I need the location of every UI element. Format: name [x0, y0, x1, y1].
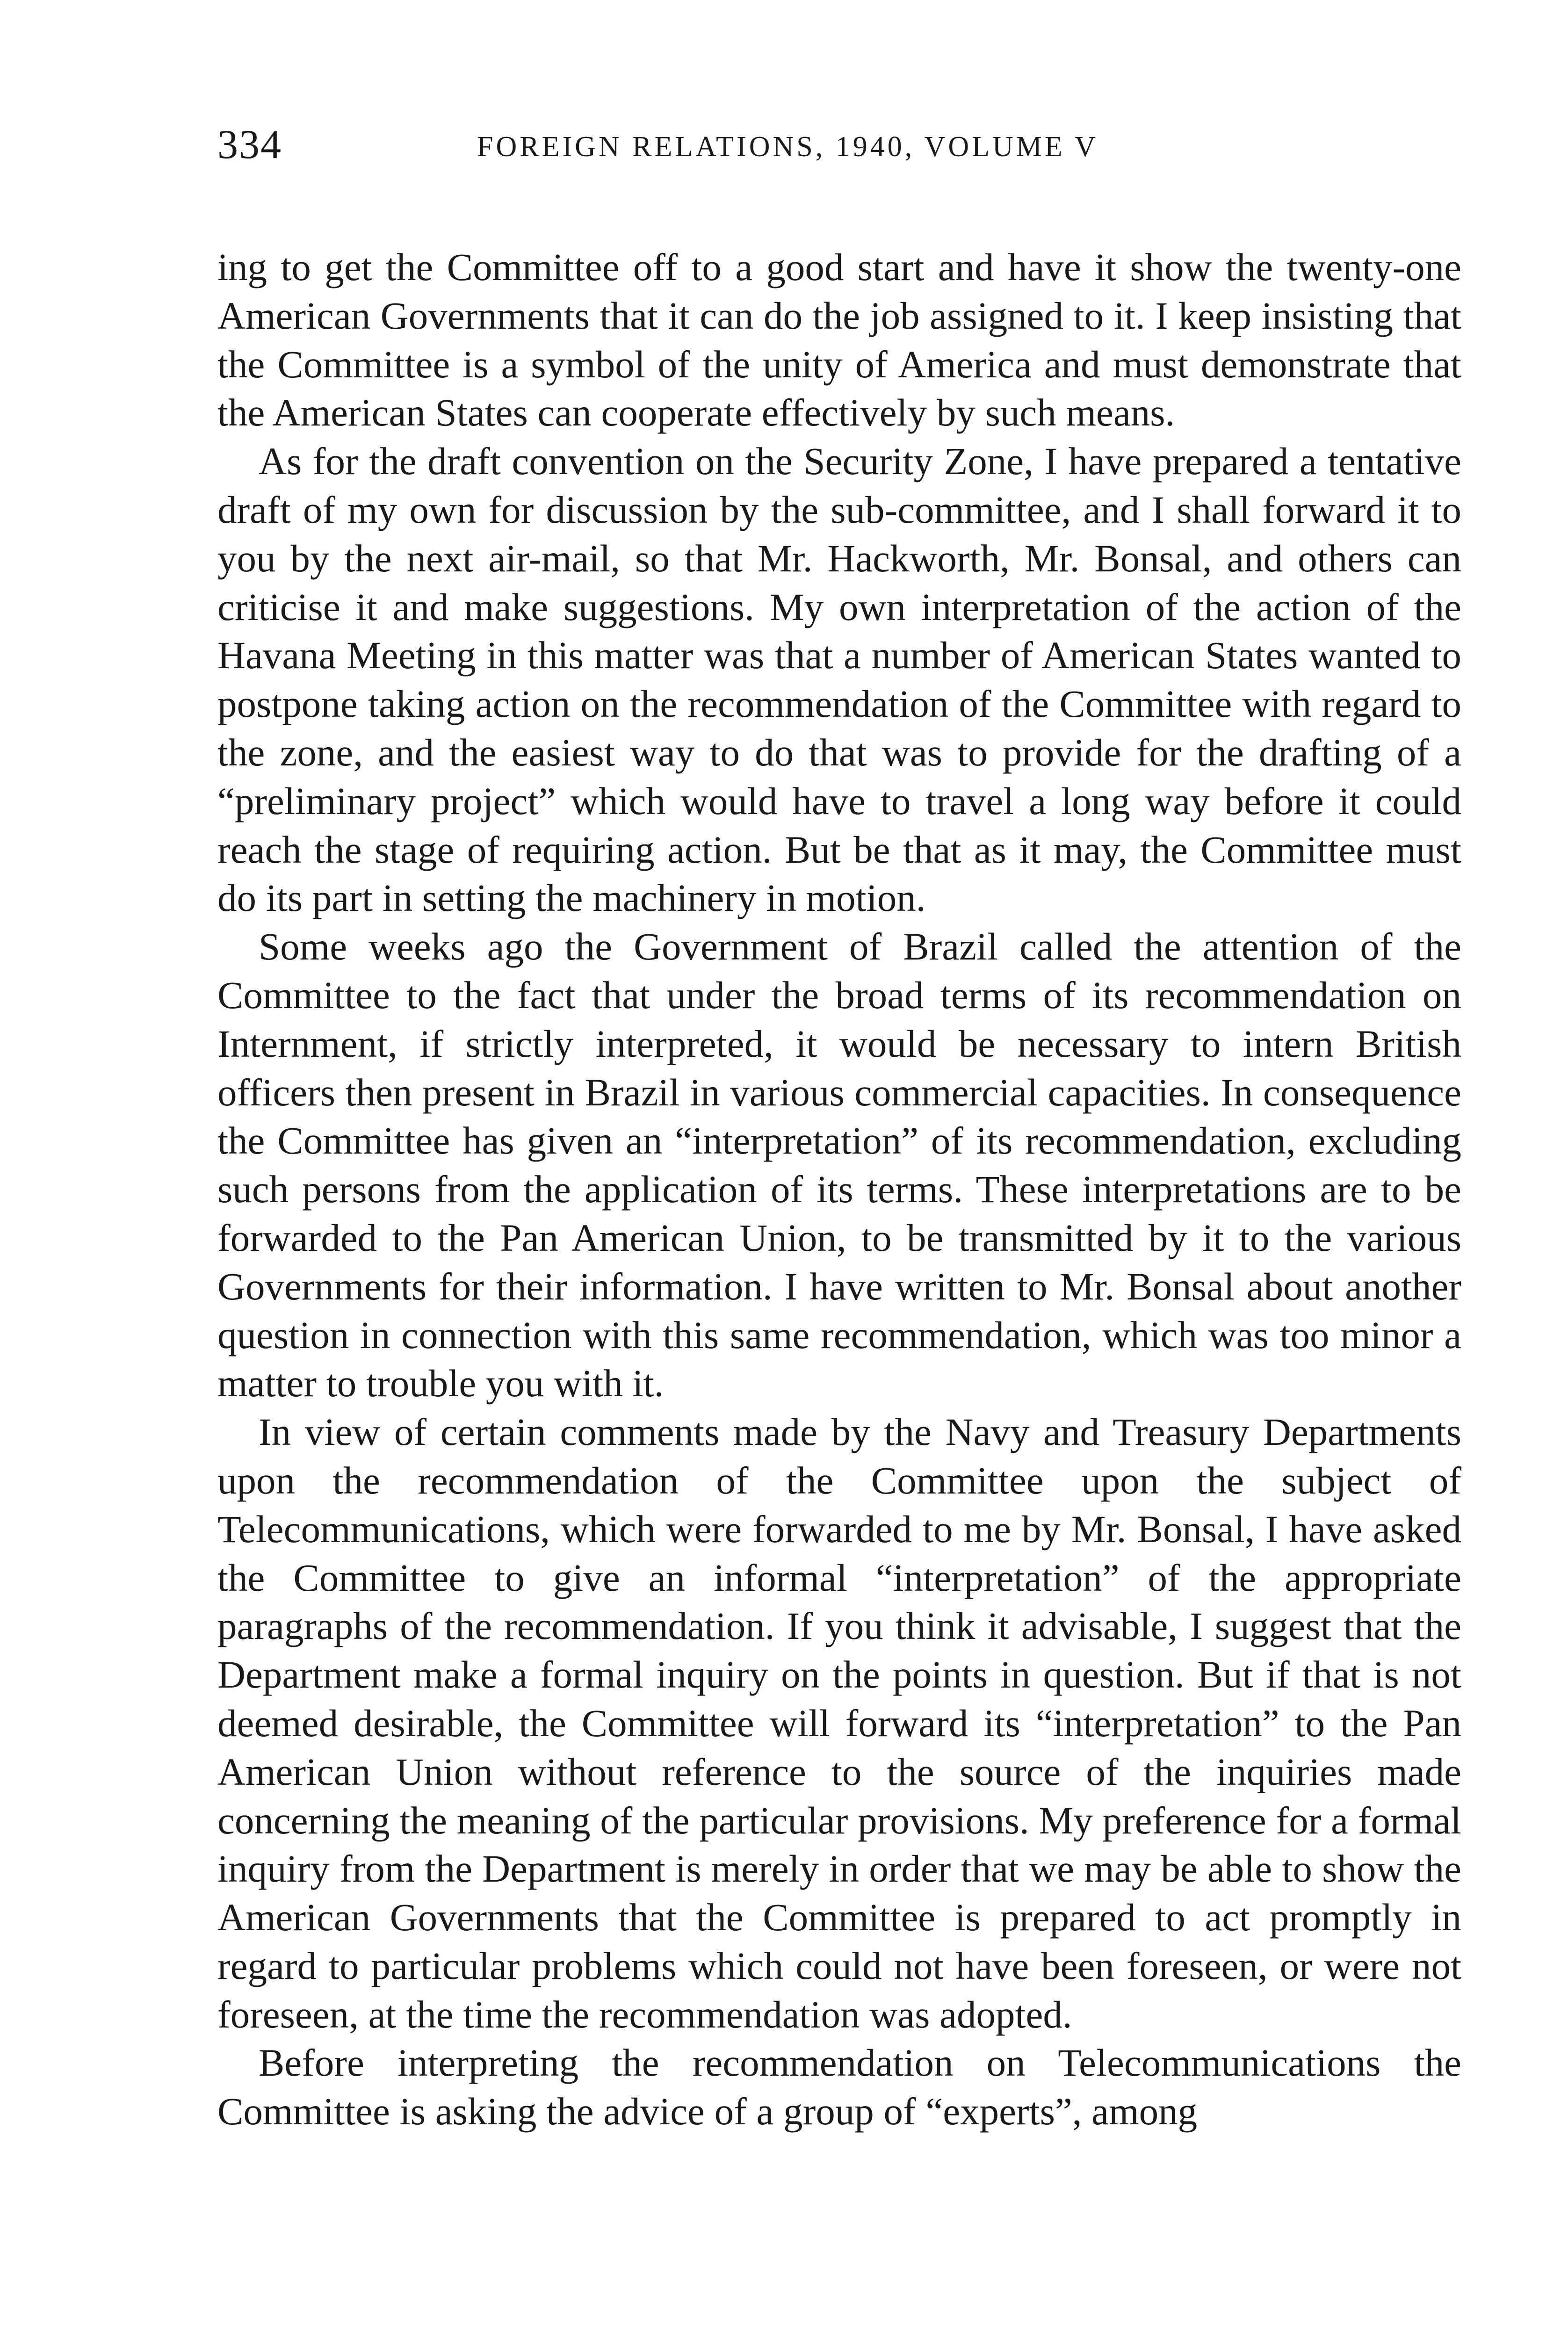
page-number: 334	[217, 122, 282, 167]
body-text	[217, 243, 1461, 2136]
paragraph-continuation: ing to get the Committee off to a good start and have it show the twenty-one American Governments that it can do the job assigned to it. I keep insisting that the Committee is a symbol of the unity of America and must demonstrate that the American States can cooperate effectively by such means.	[217, 245, 1461, 434]
page-header	[217, 119, 1461, 171]
paragraph-internment: Some weeks ago the Government of Brazil called the attention of the Committee to the fact that under the broad terms of its recommendation on Internment, if strictly interpreted, it would be necessary to intern British officers then present in Brazil in various commercial capacities. In consequence the Committee has given an “interpretation” of its recommendation, excluding such persons from the application of its terms. These interpretations are to be forwarded to the Pan American Union, to be transmitted by it to the various Governments for their information. I have written to Mr. Bonsal about another question in connection with this same recommendation, which was too minor a matter to trouble you with it.	[217, 925, 1461, 1405]
running-title: FOREIGN RELATIONS, 1940, VOLUME V	[477, 131, 1098, 163]
paragraph-security-zone: As for the draft convention on the Security Zone, I have prepared a tentative draft of my own for discussion by the sub-committee, and I shall forward it to you by the next air-mail, so that Mr. Hackworth, Mr. Bonsal, and others can criticise it and make suggestions. My own interpretation of the action of the Havana Meeting in this matter was that a number of American States wanted to postpone taking action on the recommendation of the Committee with regard to the zone, and the easiest way to do that was to provide for the drafting of a “preliminary project” which would have to travel a long way before it could reach the stage of requiring action. But be that as it may, the Committee must do its part in setting the machinery in motion.	[217, 440, 1461, 920]
paragraph-experts: Before interpreting the recommendation on Telecommunications the Committee is asking the advice of a group of “experts”, among	[217, 2041, 1461, 2133]
paragraph-telecommunications: In view of certain comments made by the Navy and Treasury Departments upon the recommendation of the Committee upon the subject of Telecommunications, which were forwarded to me by Mr. Bonsal, I have asked the Committee to give an informal “interpretation” of the appropriate paragraphs of the recommendation. If you think it advisable, I suggest that the Department make a formal inquiry on the points in question. But if that is not deemed desirable, the Committee will forward its “interpretation” to the Pan American Union without reference to the source of the inquiries made concerning the meaning of the particular provisions. My preference for a formal inquiry from the Department is merely in order that we may be able to show the American Governments that the Committee is prepared to act promptly in regard to particular problems which could not have been foreseen, or were not foreseen, at the time the recommendation was adopted.	[217, 1410, 1461, 2036]
